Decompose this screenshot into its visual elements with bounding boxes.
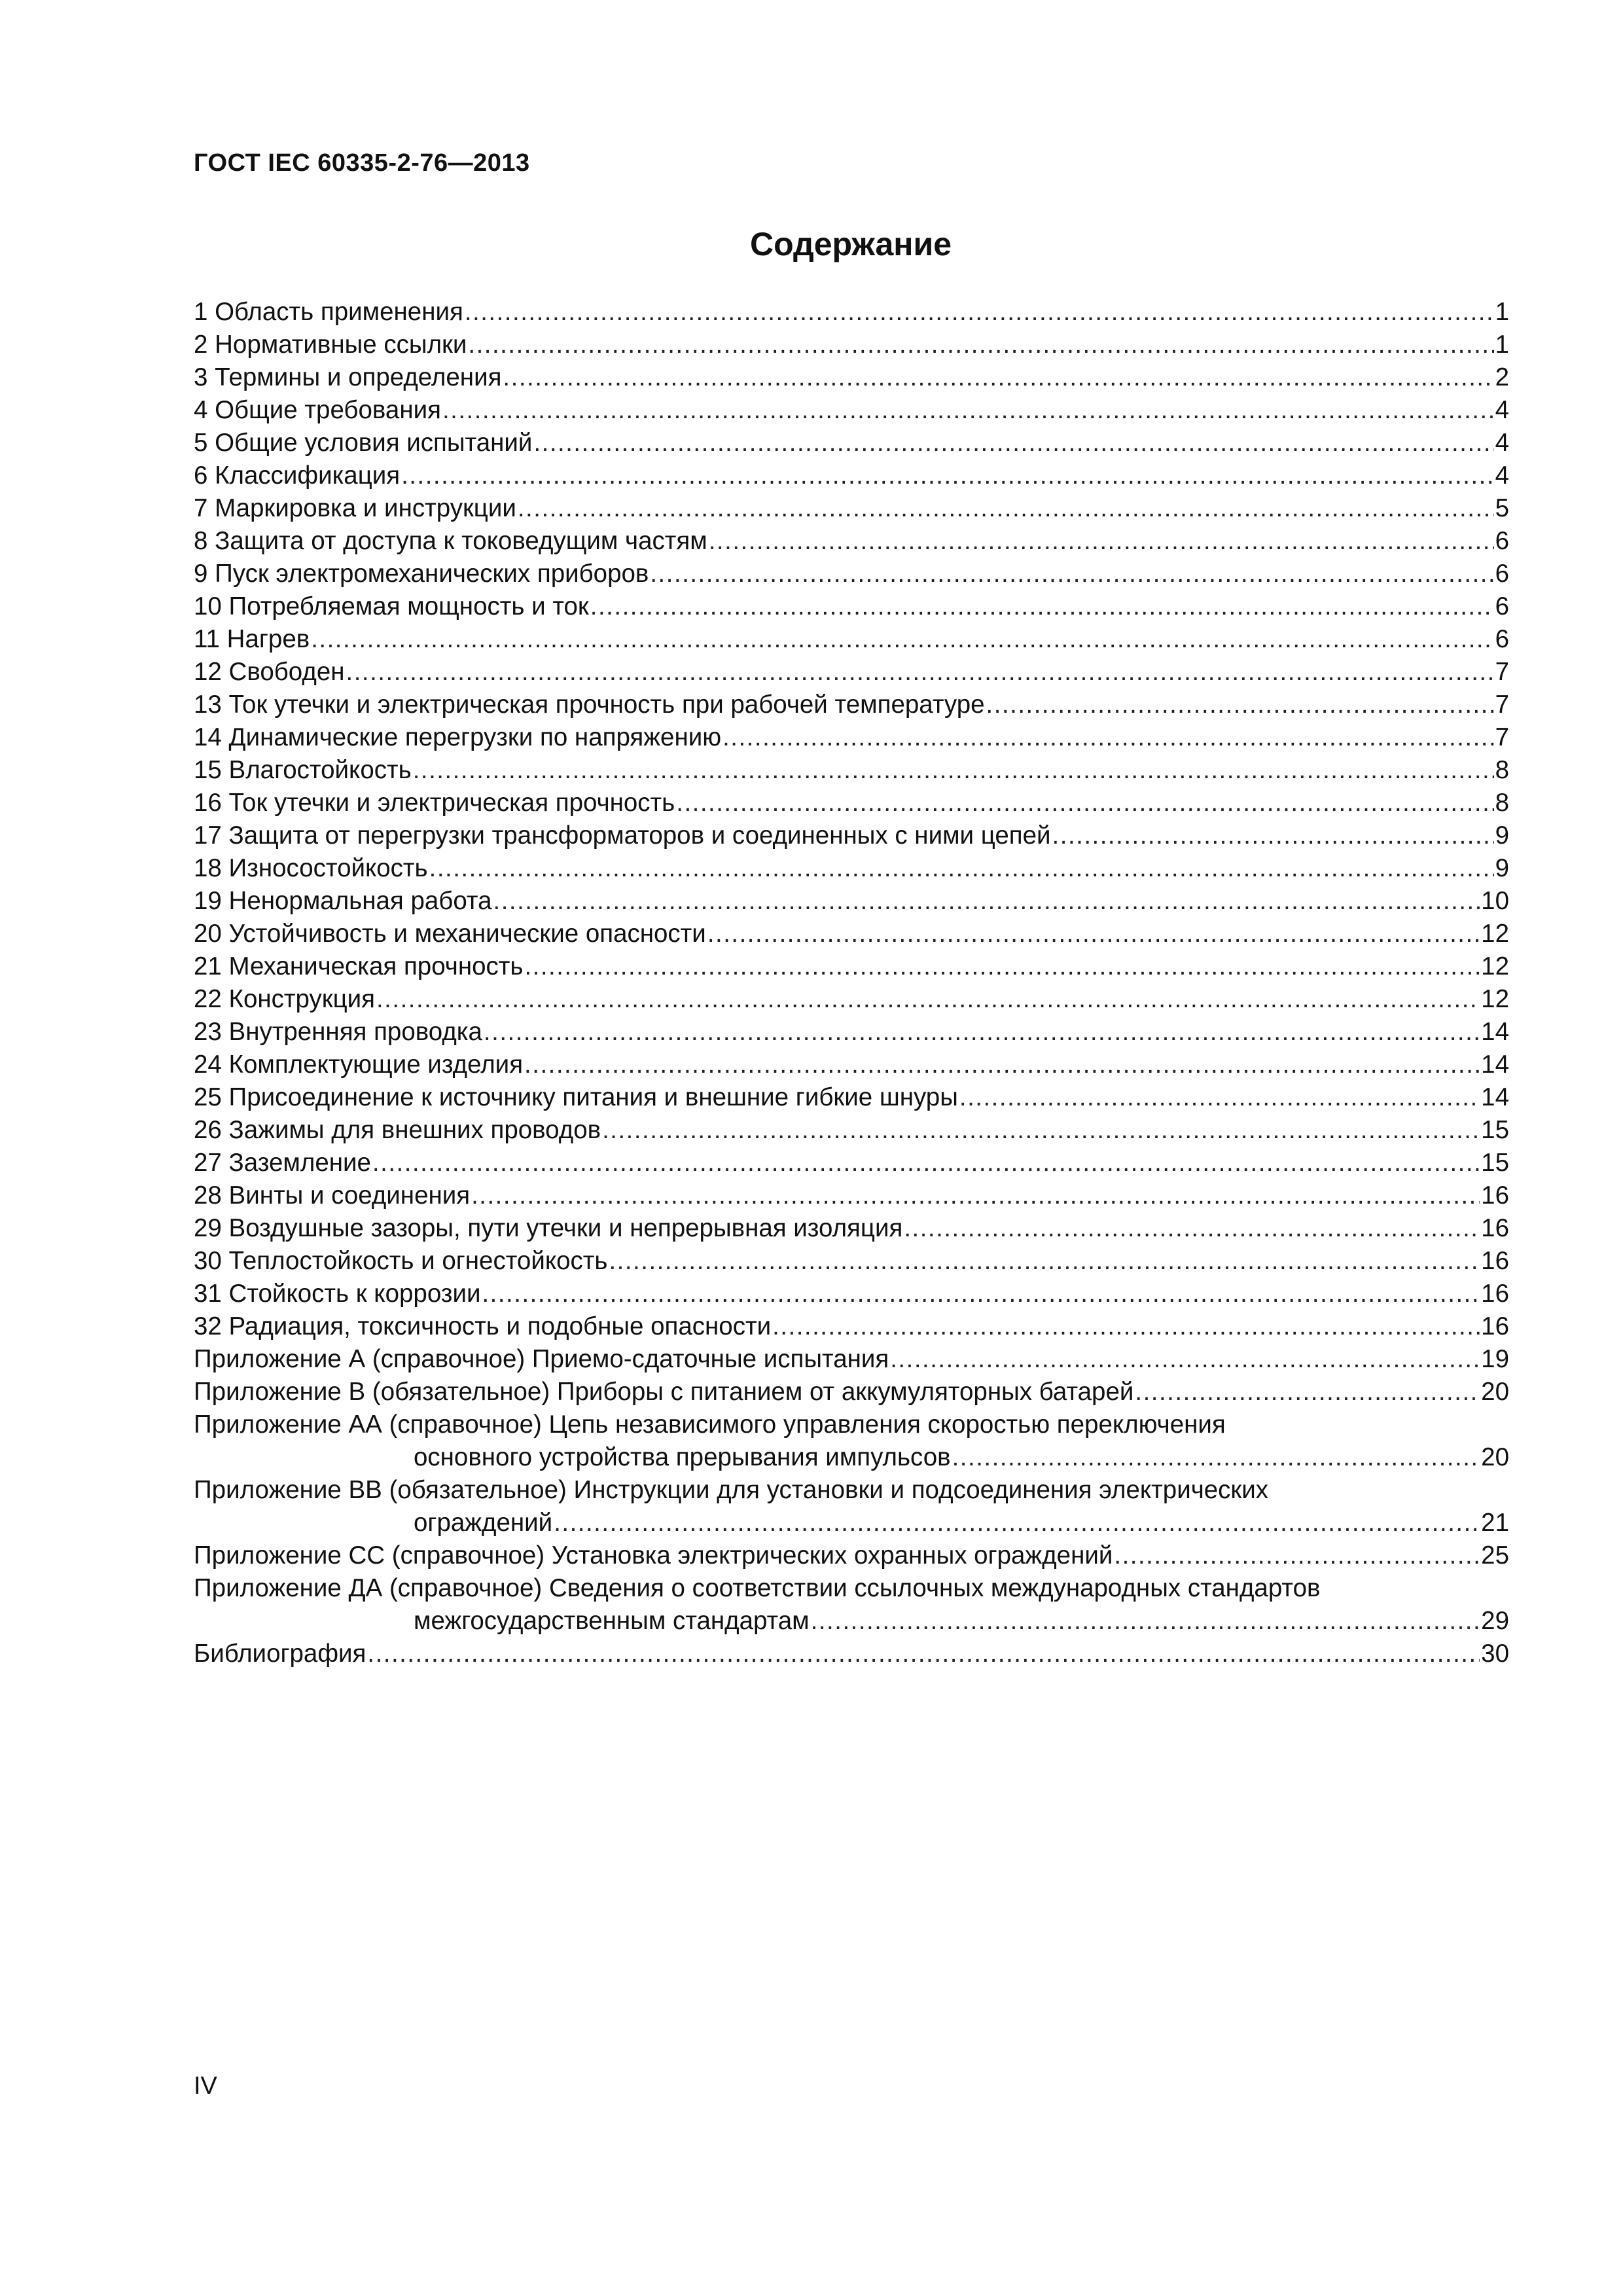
toc-entry[interactable] <box>194 754 1509 787</box>
toc-entry-label: 27 Заземление <box>194 1149 371 1177</box>
toc-entry[interactable] <box>194 885 1509 918</box>
toc-entry[interactable] <box>194 459 1509 492</box>
toc-entry-line <box>194 754 1509 787</box>
toc-entry-label: Приложение АА (справочное) Цепь независимого управления скоростью переключения <box>194 1410 1226 1439</box>
dot-leader <box>468 329 1493 361</box>
toc-entry-label: 9 Пуск электромеханических приборов <box>194 560 649 588</box>
dot-leader <box>722 721 1493 754</box>
toc-entry[interactable] <box>194 983 1509 1016</box>
dot-leader <box>376 983 1480 1016</box>
toc-page-number: 1 <box>1495 331 1509 359</box>
toc-entry-line <box>194 1408 1509 1441</box>
dot-leader <box>482 1278 1480 1310</box>
dot-leader <box>471 1179 1480 1212</box>
toc-entry-label: межгосударственным стандартам <box>414 1607 810 1635</box>
toc-entry-label: 32 Радиация, токсичность и подобные опасности <box>194 1312 772 1340</box>
toc-entry-label: 26 Зажимы для внешних проводов <box>194 1116 601 1144</box>
toc-entry[interactable] <box>194 1572 1509 1638</box>
toc-page-number: 25 <box>1481 1541 1509 1570</box>
toc-page-number: 19 <box>1481 1345 1509 1373</box>
toc-entry[interactable] <box>194 1212 1509 1245</box>
toc-entry[interactable] <box>194 525 1509 558</box>
toc-entry-line <box>194 1310 1509 1343</box>
toc-entry[interactable] <box>194 787 1509 819</box>
toc-entry[interactable] <box>194 1310 1509 1343</box>
dot-leader <box>429 852 1494 885</box>
toc-entry-line <box>194 329 1509 361</box>
toc-entry-label: 18 Износостойкость <box>194 854 428 882</box>
toc-page-number: 7 <box>1495 723 1509 751</box>
dot-leader <box>676 787 1493 819</box>
dot-leader <box>811 1605 1480 1638</box>
toc-page-number: 16 <box>1481 1181 1509 1210</box>
toc-page-number: 10 <box>1481 887 1509 915</box>
dot-leader <box>609 1245 1480 1278</box>
toc-page-number: 12 <box>1481 920 1509 948</box>
toc-title: Содержание <box>749 226 952 262</box>
toc-page-number: 9 <box>1495 821 1509 850</box>
toc-entry-line <box>194 950 1509 983</box>
toc-page-number: 16 <box>1481 1247 1509 1275</box>
dot-leader <box>518 492 1494 525</box>
toc-entry-line <box>194 983 1509 1016</box>
toc-entry-label: 30 Теплостойкость и огнестойкость <box>194 1247 608 1275</box>
toc-page-number: 1 <box>1495 298 1509 326</box>
toc-entry-label: 28 Винты и соединения <box>194 1181 471 1210</box>
toc-entry-line <box>194 1179 1509 1212</box>
toc-page-number: 4 <box>1495 396 1509 424</box>
toc-entry-label: 6 Классификация <box>194 461 401 490</box>
toc-entry-label: 12 Свободен <box>194 658 345 686</box>
toc-entry-label: 1 Область применения <box>194 298 463 326</box>
toc-entry-label: 29 Воздушные зазоры, пути утечки и непрерывная изоляция <box>194 1214 903 1242</box>
toc-entry-label: 31 Стойкость к коррозии <box>194 1280 481 1308</box>
toc-entry-line <box>194 1212 1509 1245</box>
toc-entry-label: 23 Внутренняя проводка <box>194 1018 482 1046</box>
toc-page-number: 29 <box>1481 1607 1509 1635</box>
dot-leader <box>372 1147 1480 1179</box>
dot-leader <box>346 656 1494 689</box>
toc-entry-line <box>194 492 1509 525</box>
toc-page-number: 21 <box>1481 1509 1509 1537</box>
toc-entry-label: Приложение ДА (справочное) Сведения о соответствии ссылочных международных стандартов <box>194 1574 1321 1602</box>
toc-page-number: 14 <box>1481 1050 1509 1079</box>
toc-entry-label: 24 Комплектующие изделия <box>194 1050 524 1079</box>
toc-page-number: 6 <box>1495 625 1509 653</box>
toc-entry-line <box>194 1376 1509 1408</box>
document-code: ГОСТ IEC 60335-2-76—2013 <box>194 149 530 177</box>
toc-entry[interactable] <box>194 590 1509 623</box>
toc-page-number: 12 <box>1481 952 1509 980</box>
toc-entry[interactable] <box>194 918 1509 950</box>
dot-leader <box>952 1441 1480 1474</box>
toc-entry-line <box>194 558 1509 590</box>
toc-entry[interactable] <box>194 1376 1509 1408</box>
dot-leader <box>367 1638 1480 1670</box>
dot-leader <box>493 885 1480 918</box>
toc-entry-label: 21 Механическая прочность <box>194 952 524 980</box>
toc-entry-label: 8 Защита от доступа к токоведущим частям <box>194 527 707 555</box>
toc-entry-label: 15 Влагостойкость <box>194 756 412 784</box>
toc-entry-line <box>194 1016 1509 1049</box>
dot-leader <box>465 296 1494 329</box>
toc-entry-line <box>194 1474 1509 1507</box>
toc-entry[interactable] <box>194 1343 1509 1376</box>
toc-entry[interactable] <box>194 296 1509 329</box>
dot-leader <box>484 1016 1480 1049</box>
toc-entry-label: Библиография <box>194 1640 366 1668</box>
toc-entry-line <box>194 1343 1509 1376</box>
toc-entry-line <box>194 787 1509 819</box>
toc-entry[interactable] <box>194 1408 1509 1474</box>
toc-entry-label: 22 Конструкция <box>194 985 375 1013</box>
dot-leader <box>904 1212 1480 1245</box>
dot-leader <box>986 689 1494 721</box>
toc-entry-line <box>194 590 1509 623</box>
toc-entry-label: 3 Термины и определения <box>194 363 502 391</box>
toc-entry-label: 13 Ток утечки и электрическая прочность при рабочей температуре <box>194 691 985 719</box>
toc-entry-line <box>194 623 1509 656</box>
toc-entry-line <box>194 1638 1509 1670</box>
toc-entry-label: Приложение ВВ (обязательное) Инструкции для установки и подсоединения электрических <box>194 1476 1269 1504</box>
toc-page-number: 6 <box>1495 592 1509 620</box>
dot-leader <box>959 1081 1480 1114</box>
toc-entry[interactable] <box>194 1278 1509 1310</box>
toc-entry[interactable] <box>194 689 1509 721</box>
toc-entry-line <box>194 427 1509 459</box>
toc-entry[interactable] <box>194 1179 1509 1212</box>
toc-entry[interactable] <box>194 1245 1509 1278</box>
dot-leader <box>503 361 1493 394</box>
toc-entry-line <box>194 459 1509 492</box>
toc-page-number: 20 <box>1481 1378 1509 1406</box>
toc-entry-label: основного устройства прерывания импульсов <box>414 1443 951 1471</box>
toc-entry-label: 2 Нормативные ссылки <box>194 331 467 359</box>
toc-entry[interactable] <box>194 427 1509 459</box>
toc-entry-label: 19 Ненормальная работа <box>194 887 492 915</box>
toc-entry-line <box>194 1114 1509 1147</box>
dot-leader <box>650 558 1493 590</box>
toc-entry[interactable] <box>194 1114 1509 1147</box>
toc-entry-line <box>194 852 1509 885</box>
dot-leader <box>524 1049 1480 1081</box>
toc-page-number: 8 <box>1495 789 1509 817</box>
dot-leader <box>401 459 1493 492</box>
toc-page-number: 7 <box>1495 658 1509 686</box>
toc-entry-label: 4 Общие требования <box>194 396 441 424</box>
dot-leader <box>890 1343 1480 1376</box>
toc-entry-line <box>194 525 1509 558</box>
toc-page-number: 30 <box>1481 1640 1509 1668</box>
toc-page-number: 14 <box>1481 1018 1509 1046</box>
toc-entry-line <box>194 885 1509 918</box>
toc-entry-line <box>194 1507 1509 1539</box>
toc-page-number: 4 <box>1495 461 1509 490</box>
dot-leader <box>1114 1539 1480 1572</box>
toc-page-number: 9 <box>1495 854 1509 882</box>
toc-entry-line <box>194 1441 1509 1474</box>
toc-entry[interactable] <box>194 950 1509 983</box>
toc-entry-label: Приложение В (обязательное) Приборы с питанием от аккумуляторных батарей <box>194 1378 1134 1406</box>
toc-entry-label: 20 Устойчивость и механические опасности <box>194 920 706 948</box>
toc-page-number: 16 <box>1481 1280 1509 1308</box>
toc-page-number: 7 <box>1495 691 1509 719</box>
toc-entry-line <box>194 1278 1509 1310</box>
toc-entry-label: Приложение СС (справочное) Установка электрических охранных ограждений <box>194 1541 1113 1570</box>
toc-entry-line <box>194 656 1509 689</box>
toc-entry-line <box>194 918 1509 950</box>
toc-entry-line <box>194 296 1509 329</box>
toc-entry[interactable] <box>194 1539 1509 1572</box>
toc-entry-line <box>194 689 1509 721</box>
toc-entry[interactable] <box>194 623 1509 656</box>
toc-entry-label: 7 Маркировка и инструкции <box>194 494 516 522</box>
dot-leader <box>707 918 1480 950</box>
dot-leader <box>413 754 1494 787</box>
toc-entry[interactable] <box>194 1016 1509 1049</box>
toc-entry-label: 17 Защита от перегрузки трансформаторов и соединенных с ними цепей <box>194 821 1051 850</box>
toc-page-number: 6 <box>1495 560 1509 588</box>
toc-entry[interactable] <box>194 1474 1509 1539</box>
table-of-contents <box>194 296 1509 1670</box>
toc-page-number: 8 <box>1495 756 1509 784</box>
toc-entry[interactable] <box>194 1147 1509 1179</box>
toc-entry-label: 14 Динамические перегрузки по напряжению <box>194 723 722 751</box>
toc-entry-line <box>194 1245 1509 1278</box>
toc-entry[interactable] <box>194 721 1509 754</box>
toc-entry-line <box>194 1049 1509 1081</box>
dot-leader <box>590 590 1494 623</box>
dot-leader <box>602 1114 1480 1147</box>
dot-leader <box>1052 819 1494 852</box>
toc-entry[interactable] <box>194 819 1509 852</box>
toc-entry-line <box>194 819 1509 852</box>
dot-leader <box>709 525 1494 558</box>
dot-leader <box>442 394 1494 427</box>
toc-entry-line <box>194 721 1509 754</box>
toc-page-number: 16 <box>1481 1214 1509 1242</box>
toc-entry-line <box>194 1539 1509 1572</box>
toc-entry-line <box>194 1605 1509 1638</box>
dot-leader <box>554 1507 1480 1539</box>
toc-entry-label: 16 Ток утечки и электрическая прочность <box>194 789 675 817</box>
toc-page-number: 20 <box>1481 1443 1509 1471</box>
toc-entry-label: 25 Присоединение к источнику питания и внешние гибкие шнуры <box>194 1083 958 1111</box>
toc-entry[interactable] <box>194 329 1509 361</box>
dot-leader <box>524 950 1480 983</box>
toc-entry-label: 10 Потребляемая мощность и ток <box>194 592 589 620</box>
dot-leader <box>772 1310 1480 1343</box>
toc-page-number: 16 <box>1481 1312 1509 1340</box>
toc-entry[interactable] <box>194 492 1509 525</box>
toc-entry[interactable] <box>194 361 1509 394</box>
toc-entry-line <box>194 394 1509 427</box>
toc-page-number: 4 <box>1495 429 1509 457</box>
toc-page-number: 14 <box>1481 1083 1509 1111</box>
toc-page-number: 5 <box>1495 494 1509 522</box>
toc-entry-label: 5 Общие условия испытаний <box>194 429 533 457</box>
toc-page-number: 2 <box>1495 363 1509 391</box>
toc-page-number: 15 <box>1481 1149 1509 1177</box>
toc-entry[interactable] <box>194 852 1509 885</box>
toc-entry-label: Приложение А (справочное) Приемо-сдаточные испытания <box>194 1345 889 1373</box>
toc-entry-line <box>194 1572 1509 1605</box>
toc-entry-line <box>194 1147 1509 1179</box>
toc-entry[interactable] <box>194 1081 1509 1114</box>
toc-entry-line <box>194 361 1509 394</box>
toc-entry[interactable] <box>194 558 1509 590</box>
dot-leader <box>311 623 1493 656</box>
toc-entry-label: 11 Нагрев <box>194 625 310 653</box>
toc-entry-label: ограждений <box>414 1509 553 1537</box>
page-folio: IV <box>194 2072 217 2100</box>
toc-entry-line <box>194 1081 1509 1114</box>
toc-page-number: 12 <box>1481 985 1509 1013</box>
dot-leader <box>533 427 1493 459</box>
dot-leader <box>1135 1376 1480 1408</box>
toc-entry[interactable] <box>194 1638 1509 1670</box>
toc-entry[interactable] <box>194 1049 1509 1081</box>
toc-entry[interactable] <box>194 394 1509 427</box>
toc-entry[interactable] <box>194 656 1509 689</box>
toc-page-number: 15 <box>1481 1116 1509 1144</box>
toc-page-number: 6 <box>1495 527 1509 555</box>
